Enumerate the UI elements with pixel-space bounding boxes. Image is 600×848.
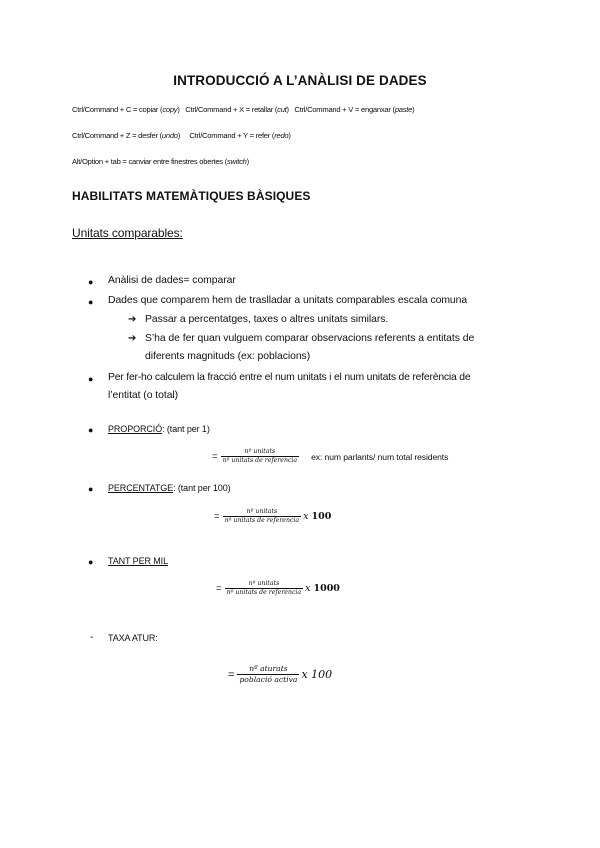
denominator: nº unitats de referencia bbox=[222, 457, 298, 464]
bullet-icon: ● bbox=[88, 425, 94, 435]
shortcuts-line-1 bbox=[72, 105, 414, 114]
numerator: nº unitats bbox=[244, 448, 276, 455]
dash-icon: - bbox=[90, 632, 94, 643]
multiplier: x 100 bbox=[301, 668, 333, 681]
shortcut-cut: Ctrl/Command + X = retallar (cut) bbox=[185, 105, 289, 114]
numerator: nº unitats bbox=[248, 580, 280, 587]
page-title: INTRODUCCIÓ A L’ANÀLISI DE DADES bbox=[173, 73, 427, 88]
equals-sign: = bbox=[214, 511, 220, 522]
proporcio-example: ex: num parlants/ num total residents bbox=[311, 451, 449, 462]
percentatge-label: PERCENTATGE: (tant per 100) bbox=[108, 483, 231, 493]
section-heading: HABILITATS MATEMÀTIQUES BÀSIQUES bbox=[72, 189, 311, 203]
bullet-icon: ● bbox=[88, 557, 94, 567]
shortcut-switch: Alt/Option + tab = canviar entre finestres obertes (switch) bbox=[72, 157, 249, 166]
sub-bullet-text-2b: diferents magnituds (ex: poblacions) bbox=[145, 351, 311, 362]
bullet-icon: ● bbox=[88, 277, 94, 287]
percentatge-formula bbox=[214, 508, 331, 525]
bullet-text-3b: l’entitat (o total) bbox=[108, 390, 179, 401]
denominator: nº unitats de referencia bbox=[224, 517, 300, 524]
proporcio-formula bbox=[212, 448, 448, 465]
fraction bbox=[223, 508, 302, 525]
numerator: nº aturats bbox=[249, 664, 288, 673]
shortcut-paste: Ctrl/Command + V = enganxar (paste) bbox=[294, 105, 415, 114]
fraction bbox=[237, 664, 299, 685]
sub-bullet-text-1: Passar a percentatges, taxes o altres unitats similars. bbox=[145, 314, 389, 325]
equals-sign: = bbox=[212, 451, 218, 462]
fraction bbox=[221, 448, 300, 465]
subheading: Unitats comparables: bbox=[72, 226, 183, 240]
multiplier: x 1000 bbox=[305, 583, 340, 594]
fraction bbox=[225, 580, 304, 597]
shortcuts-line-3 bbox=[72, 157, 249, 166]
shortcuts-line-2 bbox=[72, 131, 291, 140]
bullet-icon: ● bbox=[88, 297, 94, 307]
arrow-icon: ➔ bbox=[128, 333, 137, 344]
multiplier: x 100 bbox=[303, 511, 332, 522]
shortcut-redo: Ctrl/Command + Y = refer (redo) bbox=[189, 131, 291, 140]
bullet-icon: ● bbox=[88, 484, 94, 494]
bullet-text-3a: Per fer-ho calculem la fracció entre el num unitats i el num unitats de referència de bbox=[108, 372, 471, 383]
proporcio-label: PROPORCIÓ: (tant per 1) bbox=[108, 424, 210, 434]
taxa-atur-label: TAXA ATUR: bbox=[108, 633, 158, 643]
denominator: població activa bbox=[239, 675, 298, 684]
shortcut-undo: Ctrl/Command + Z = desfer (undo) bbox=[72, 131, 181, 140]
bullet-text-1: Anàlisi de dades= comparar bbox=[108, 275, 236, 286]
equals-sign: = bbox=[228, 668, 235, 681]
tant-per-mil-formula bbox=[216, 580, 340, 597]
sub-bullet-text-2a: S’ha de fer quan vulguem comparar observacions referents a entitats de bbox=[145, 333, 475, 344]
tant-per-mil-label: TANT PER MIL bbox=[108, 556, 168, 566]
numerator: nº unitats bbox=[246, 508, 278, 515]
shortcut-copy: Ctrl/Command + C = copiar (copy) bbox=[72, 105, 180, 114]
arrow-icon: ➔ bbox=[128, 314, 137, 325]
bullet-icon: ● bbox=[88, 374, 94, 384]
taxa-atur-formula bbox=[228, 664, 332, 685]
denominator: nº unitats de referencia bbox=[226, 589, 302, 596]
equals-sign: = bbox=[216, 583, 222, 594]
bullet-text-2: Dades que comparem hem de traslladar a unitats comparables escala comuna bbox=[108, 295, 468, 306]
